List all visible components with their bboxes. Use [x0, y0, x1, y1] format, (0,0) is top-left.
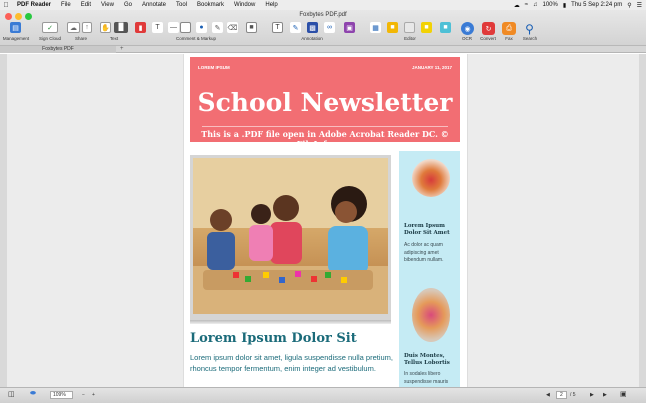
masthead-divider	[202, 126, 448, 127]
management-icon[interactable]: ▤	[10, 22, 21, 33]
document-canvas[interactable]	[0, 54, 646, 387]
sidebar-heading-2: Duis Montes, Tellus Lobortis	[404, 353, 450, 366]
ocr-label[interactable]: OCR	[462, 36, 472, 41]
share-label[interactable]: Share	[74, 36, 88, 41]
arrow-icon[interactable]: ●	[196, 22, 207, 33]
next-page-button[interactable]: ▶	[590, 392, 594, 398]
masthead-date: JANUARY 11, 2017	[411, 65, 452, 70]
text-label[interactable]: Text	[109, 36, 119, 41]
editor-label[interactable]: Editor	[404, 36, 416, 41]
sidebar-text-1: Ac dolor ac quam adipiscing amet bibendum nullam.	[404, 242, 444, 263]
menu-view[interactable]: View	[101, 2, 114, 8]
rectangle-icon[interactable]	[180, 22, 191, 33]
text-select-icon[interactable]: █	[114, 22, 128, 33]
photo-frame	[190, 155, 391, 323]
classroom-children-photo	[193, 158, 388, 314]
search-label[interactable]: Search	[522, 36, 538, 41]
fax-icon[interactable]: ⎙	[502, 22, 516, 35]
cloud-icon[interactable]: ☁	[513, 2, 520, 9]
note-icon[interactable]: ■	[246, 22, 257, 33]
page-total: / 5	[570, 392, 576, 398]
window-title: Foxbytes PDF.pdf	[299, 12, 347, 18]
hand-tool-icon[interactable]: ✋	[100, 22, 111, 33]
status-bar	[0, 387, 646, 403]
zoom-in-button[interactable]: +	[92, 392, 95, 398]
newsletter-title: School Newsletter	[197, 88, 453, 117]
pencil-icon[interactable]: ✎	[212, 22, 223, 33]
link-icon[interactable]: ∞	[324, 22, 335, 33]
insert-page-icon[interactable]: ■	[421, 22, 432, 33]
page-grid-icon[interactable]: ▦	[370, 22, 381, 33]
folder-icon[interactable]: ■	[387, 22, 398, 33]
menu-edit[interactable]: Edit	[80, 2, 92, 8]
comment-markup-label[interactable]: Comment & Markup	[175, 36, 217, 41]
battery-icon[interactable]: ▮	[562, 2, 567, 9]
convert-label[interactable]: Convert	[480, 36, 496, 41]
sidebar-photo-2	[412, 288, 450, 342]
fit-page-icon[interactable]: ▣	[620, 391, 627, 398]
battery-percent[interactable]: 100%	[542, 2, 558, 8]
menu-go[interactable]: Go	[123, 2, 132, 8]
toolbar	[0, 21, 646, 45]
page-number-input[interactable]: 2	[556, 391, 567, 399]
last-page-button[interactable]: ▶	[603, 392, 607, 398]
zoom-out-button[interactable]: −	[82, 392, 85, 398]
first-page-button[interactable]: ◀	[546, 392, 550, 398]
clock[interactable]: Thu 5 Sep 2:24 pm	[571, 2, 623, 8]
stamp-icon[interactable]: ▩	[307, 22, 318, 33]
ocr-icon[interactable]: ◉	[461, 22, 474, 35]
sidebar-heading-1: Lorem Ipsum Dolor Sit Amet	[404, 223, 450, 236]
menu-file[interactable]: File	[61, 2, 71, 8]
newsletter-masthead	[190, 57, 460, 149]
sidebar-toggle-icon[interactable]: ◫	[8, 391, 15, 398]
newsletter-subtitle: This is a .PDF file open in Adobe Acrobat Reader DC. © FileInfo.com	[201, 129, 449, 149]
menu-help[interactable]: Help	[265, 2, 278, 8]
menu-app-name[interactable]: PDF Reader	[17, 2, 52, 8]
classroom-illustration	[193, 158, 388, 314]
sidebar-photo-1	[412, 159, 450, 197]
page-icon[interactable]	[404, 22, 415, 33]
eraser-icon[interactable]: ⌫	[227, 22, 238, 33]
highlight-icon[interactable]: ▮	[135, 22, 146, 33]
masthead-left-text: LOREM IPSUM	[198, 65, 230, 70]
article-heading: Lorem Ipsum Dolor Sit	[190, 331, 357, 346]
status-menus	[514, 2, 646, 9]
fax-label[interactable]: Fax	[505, 36, 513, 41]
tab-strip	[0, 46, 646, 53]
management-label[interactable]: Management	[2, 36, 30, 41]
view-mode-icon[interactable]: ⬬	[30, 390, 36, 397]
textbox-icon[interactable]: T	[272, 22, 283, 33]
new-tab-button[interactable]: +	[120, 46, 124, 52]
sign-cloud-label[interactable]: Sign Cloud	[38, 36, 62, 41]
sign-cloud-icon[interactable]: ✓	[42, 22, 58, 33]
pdf-page	[183, 54, 468, 387]
menubar	[0, 0, 646, 10]
menu-tool[interactable]: Tool	[175, 2, 187, 8]
wifi-icon[interactable]: ≈	[524, 2, 528, 8]
cloud-share-icon[interactable]: ☁	[67, 22, 80, 33]
underline-icon[interactable]: —	[170, 24, 177, 31]
annot-pen-icon[interactable]: ✎	[290, 22, 301, 33]
sidebar-text-2: In sodales libero suspendisse mauris	[404, 371, 449, 385]
tab-foxbytes-pdf[interactable]: Foxbytes PDF	[0, 46, 116, 53]
strikeout-icon[interactable]: T	[152, 22, 163, 33]
zoom-select[interactable]: 109%	[50, 391, 73, 399]
search-icon[interactable]: ⚲	[525, 21, 534, 36]
menu-bookmark[interactable]: Bookmark	[197, 2, 225, 8]
window-titlebar	[0, 10, 646, 46]
volume-icon[interactable]: ♫	[532, 2, 538, 8]
convert-icon[interactable]: ↻	[482, 22, 495, 35]
article-body: Lorem ipsum dolor sit amet, ligula suspendisse nulla pretium, rhoncus tempor fermentum, enim integer ad vestibulum.	[190, 353, 394, 373]
photo-shadow	[190, 320, 391, 324]
menu-window[interactable]: Window	[234, 2, 256, 8]
control-center-icon[interactable]: ☰	[636, 2, 642, 9]
image-annot-icon[interactable]: ▣	[344, 22, 355, 33]
annotation-label[interactable]: Annotation	[301, 36, 323, 41]
spotlight-icon[interactable]: ⚲	[627, 2, 632, 9]
crop-icon[interactable]: ■	[440, 22, 451, 33]
menu-annotate[interactable]: Annotate	[141, 2, 166, 8]
apple-icon[interactable]	[0, 2, 12, 9]
newsletter-sidebar	[399, 151, 460, 387]
share-icon[interactable]: ↑	[82, 22, 92, 33]
